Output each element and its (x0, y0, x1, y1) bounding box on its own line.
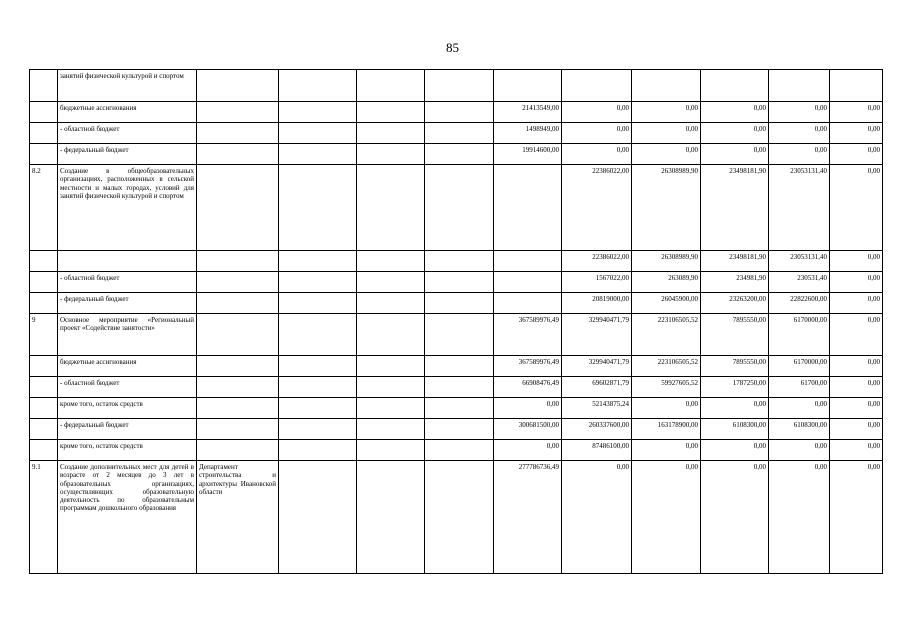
executor-cell (197, 70, 279, 102)
table-row (30, 70, 883, 102)
value-cell: 263089,90 (632, 272, 701, 293)
value-cell (279, 461, 357, 574)
table-row (30, 165, 883, 251)
value-cell (357, 102, 425, 123)
value-cell (562, 70, 632, 102)
executor-cell (197, 356, 279, 377)
value-cell: 0,00 (701, 398, 769, 419)
value-cell (701, 70, 769, 102)
page-number: 85 (446, 40, 459, 55)
value-cell: 0,00 (494, 440, 562, 461)
value-cell (279, 377, 357, 398)
value-cell: 0,00 (830, 461, 883, 574)
description-cell: - областной бюджет (58, 377, 197, 398)
description-cell: Создание в общеобразовательных организациях, расположенных в сельской местности и малых городах, условий для занятий физической культурой и спортом (58, 165, 197, 251)
value-cell (425, 102, 494, 123)
value-cell: 0,00 (494, 398, 562, 419)
value-cell: 223106505,52 (632, 356, 701, 377)
value-cell: 20819000,00 (562, 293, 632, 314)
value-cell (357, 70, 425, 102)
value-cell (279, 272, 357, 293)
value-cell (357, 144, 425, 165)
row-number-cell (30, 123, 58, 144)
value-cell: 0,00 (830, 377, 883, 398)
value-cell (279, 419, 357, 440)
table-row (30, 419, 883, 440)
row-number-cell (30, 440, 58, 461)
value-cell: 0,00 (701, 461, 769, 574)
value-cell: 19914600,00 (494, 144, 562, 165)
value-cell: 21413549,00 (494, 102, 562, 123)
executor-cell (197, 251, 279, 272)
value-cell: 7895550,00 (701, 314, 769, 356)
value-cell: 0,00 (830, 251, 883, 272)
value-cell: 6108300,00 (701, 419, 769, 440)
value-cell (494, 293, 562, 314)
row-number-cell (30, 102, 58, 123)
value-cell: 230531,40 (769, 272, 830, 293)
value-cell (357, 251, 425, 272)
value-cell (494, 251, 562, 272)
value-cell (425, 272, 494, 293)
value-cell: 69602871,79 (562, 377, 632, 398)
value-cell: 0,00 (769, 440, 830, 461)
value-cell: 163178900,00 (632, 419, 701, 440)
value-cell: 0,00 (830, 123, 883, 144)
value-cell (357, 398, 425, 419)
description-cell: кроме того, остаток средств (58, 398, 197, 419)
value-cell: 0,00 (830, 440, 883, 461)
description-cell: - областной бюджет (58, 123, 197, 144)
value-cell: 52143875,24 (562, 398, 632, 419)
value-cell (279, 398, 357, 419)
description-cell: - федеральный бюджет (58, 419, 197, 440)
value-cell: 22386022,00 (562, 251, 632, 272)
value-cell: 0,00 (562, 123, 632, 144)
description-cell: - федеральный бюджет (58, 144, 197, 165)
table-row (30, 251, 883, 272)
value-cell: 0,00 (830, 419, 883, 440)
executor-cell (197, 377, 279, 398)
value-cell: 1498949,00 (494, 123, 562, 144)
value-cell (357, 272, 425, 293)
value-cell: 23053131,40 (769, 165, 830, 251)
row-number-cell (30, 293, 58, 314)
value-cell (425, 293, 494, 314)
value-cell: 0,00 (632, 144, 701, 165)
value-cell (357, 314, 425, 356)
row-number-cell: 9.1 (30, 461, 58, 574)
value-cell (425, 144, 494, 165)
value-cell: 7895550,00 (701, 356, 769, 377)
value-cell (425, 419, 494, 440)
value-cell: 6170000,00 (769, 314, 830, 356)
value-cell (279, 356, 357, 377)
value-cell: 260337600,00 (562, 419, 632, 440)
table-row (30, 314, 883, 356)
value-cell (425, 251, 494, 272)
row-number-cell (30, 70, 58, 102)
row-number-cell (30, 398, 58, 419)
value-cell (425, 377, 494, 398)
row-number-cell (30, 144, 58, 165)
row-number-cell (30, 272, 58, 293)
description-cell: - федеральный бюджет (58, 293, 197, 314)
row-number-cell: 8.2 (30, 165, 58, 251)
value-cell: 0,00 (769, 461, 830, 574)
value-cell: 0,00 (562, 102, 632, 123)
value-cell: 22822600,00 (769, 293, 830, 314)
value-cell: 0,00 (701, 123, 769, 144)
value-cell (279, 293, 357, 314)
description-cell: Основное мероприятие «Региональный проект «Содействие занятости» (58, 314, 197, 356)
value-cell (425, 165, 494, 251)
value-cell (425, 440, 494, 461)
value-cell: 367589976,49 (494, 314, 562, 356)
value-cell: 0,00 (632, 398, 701, 419)
value-cell: 223106505,52 (632, 314, 701, 356)
executor-cell (197, 123, 279, 144)
executor-cell (197, 398, 279, 419)
value-cell (357, 165, 425, 251)
value-cell: 26045900,00 (632, 293, 701, 314)
row-number-cell: 9 (30, 314, 58, 356)
executor-cell (197, 272, 279, 293)
table-body (30, 70, 883, 574)
value-cell (279, 314, 357, 356)
value-cell (830, 70, 883, 102)
table-row (30, 102, 883, 123)
table-row (30, 293, 883, 314)
value-cell: 66908476,49 (494, 377, 562, 398)
value-cell: 0,00 (830, 165, 883, 251)
value-cell (494, 272, 562, 293)
value-cell: 0,00 (562, 144, 632, 165)
value-cell: 0,00 (830, 293, 883, 314)
value-cell: 26308989,90 (632, 251, 701, 272)
value-cell: 0,00 (769, 102, 830, 123)
value-cell (357, 356, 425, 377)
value-cell: 0,00 (562, 461, 632, 574)
value-cell: 26308989,90 (632, 165, 701, 251)
row-number-cell (30, 419, 58, 440)
value-cell (357, 123, 425, 144)
value-cell: 329940471,79 (562, 314, 632, 356)
value-cell: 23053131,40 (769, 251, 830, 272)
value-cell: 0,00 (830, 398, 883, 419)
value-cell: 0,00 (632, 123, 701, 144)
row-number-cell (30, 251, 58, 272)
description-cell: Создание дополнительных мест для детей в возрасте от 2 месяцев до 3 лет в образовательных организациях, осуществляющих образовательную деятельность по образовательным программам дошкольного образования (58, 461, 197, 574)
value-cell: 6108300,00 (769, 419, 830, 440)
description-cell: бюджетные ассигнования (58, 356, 197, 377)
value-cell: 0,00 (769, 123, 830, 144)
value-cell (425, 461, 494, 574)
value-cell (494, 165, 562, 251)
row-number-cell (30, 356, 58, 377)
table-row (30, 356, 883, 377)
description-cell: бюджетные ассигнования (58, 102, 197, 123)
value-cell: 0,00 (830, 144, 883, 165)
value-cell (425, 314, 494, 356)
value-cell: 23263200,00 (701, 293, 769, 314)
executor-cell: Департамент строительства и архитектуры Ивановской области (197, 461, 279, 574)
value-cell (425, 70, 494, 102)
value-cell: 0,00 (830, 356, 883, 377)
table-row (30, 123, 883, 144)
executor-cell (197, 419, 279, 440)
table-row (30, 440, 883, 461)
value-cell: 0,00 (769, 398, 830, 419)
description-cell (58, 251, 197, 272)
value-cell (279, 144, 357, 165)
value-cell: 0,00 (830, 272, 883, 293)
table-row (30, 144, 883, 165)
value-cell (279, 70, 357, 102)
table-row (30, 398, 883, 419)
executor-cell (197, 165, 279, 251)
value-cell: 59927605,52 (632, 377, 701, 398)
value-cell (279, 440, 357, 461)
value-cell (425, 398, 494, 419)
table-row (30, 272, 883, 293)
value-cell: 22386022,00 (562, 165, 632, 251)
description-cell: - областной бюджет (58, 272, 197, 293)
value-cell (279, 251, 357, 272)
table-row (30, 461, 883, 574)
value-cell (494, 70, 562, 102)
description-cell: кроме того, остаток средств (58, 440, 197, 461)
value-cell: 300681500,00 (494, 419, 562, 440)
value-cell: 6170000,00 (769, 356, 830, 377)
value-cell (425, 123, 494, 144)
value-cell (769, 70, 830, 102)
value-cell: 0,00 (701, 144, 769, 165)
value-cell: 87486100,00 (562, 440, 632, 461)
value-cell: 0,00 (632, 461, 701, 574)
value-cell (632, 70, 701, 102)
value-cell: 0,00 (769, 144, 830, 165)
value-cell (425, 356, 494, 377)
value-cell (357, 461, 425, 574)
value-cell (357, 377, 425, 398)
value-cell: 277786736,49 (494, 461, 562, 574)
executor-cell (197, 144, 279, 165)
value-cell (279, 123, 357, 144)
value-cell: 0,00 (632, 440, 701, 461)
value-cell (357, 293, 425, 314)
value-cell: 329940471,79 (562, 356, 632, 377)
executor-cell (197, 440, 279, 461)
value-cell: 23498181,90 (701, 251, 769, 272)
value-cell (357, 419, 425, 440)
value-cell: 0,00 (830, 102, 883, 123)
row-number-cell (30, 377, 58, 398)
table-row (30, 377, 883, 398)
value-cell: 23498181,90 (701, 165, 769, 251)
value-cell: 0,00 (830, 314, 883, 356)
value-cell: 61700,00 (769, 377, 830, 398)
executor-cell (197, 314, 279, 356)
value-cell (357, 440, 425, 461)
value-cell: 0,00 (701, 440, 769, 461)
value-cell (279, 102, 357, 123)
executor-cell (197, 293, 279, 314)
value-cell: 1567022,00 (562, 272, 632, 293)
value-cell: 234981,90 (701, 272, 769, 293)
budget-table (29, 69, 883, 574)
executor-cell (197, 102, 279, 123)
value-cell: 0,00 (632, 102, 701, 123)
value-cell (279, 165, 357, 251)
description-cell: занятий физической культурой и спортом (58, 70, 197, 102)
value-cell: 367589976,49 (494, 356, 562, 377)
value-cell: 1787250,00 (701, 377, 769, 398)
value-cell: 0,00 (701, 102, 769, 123)
